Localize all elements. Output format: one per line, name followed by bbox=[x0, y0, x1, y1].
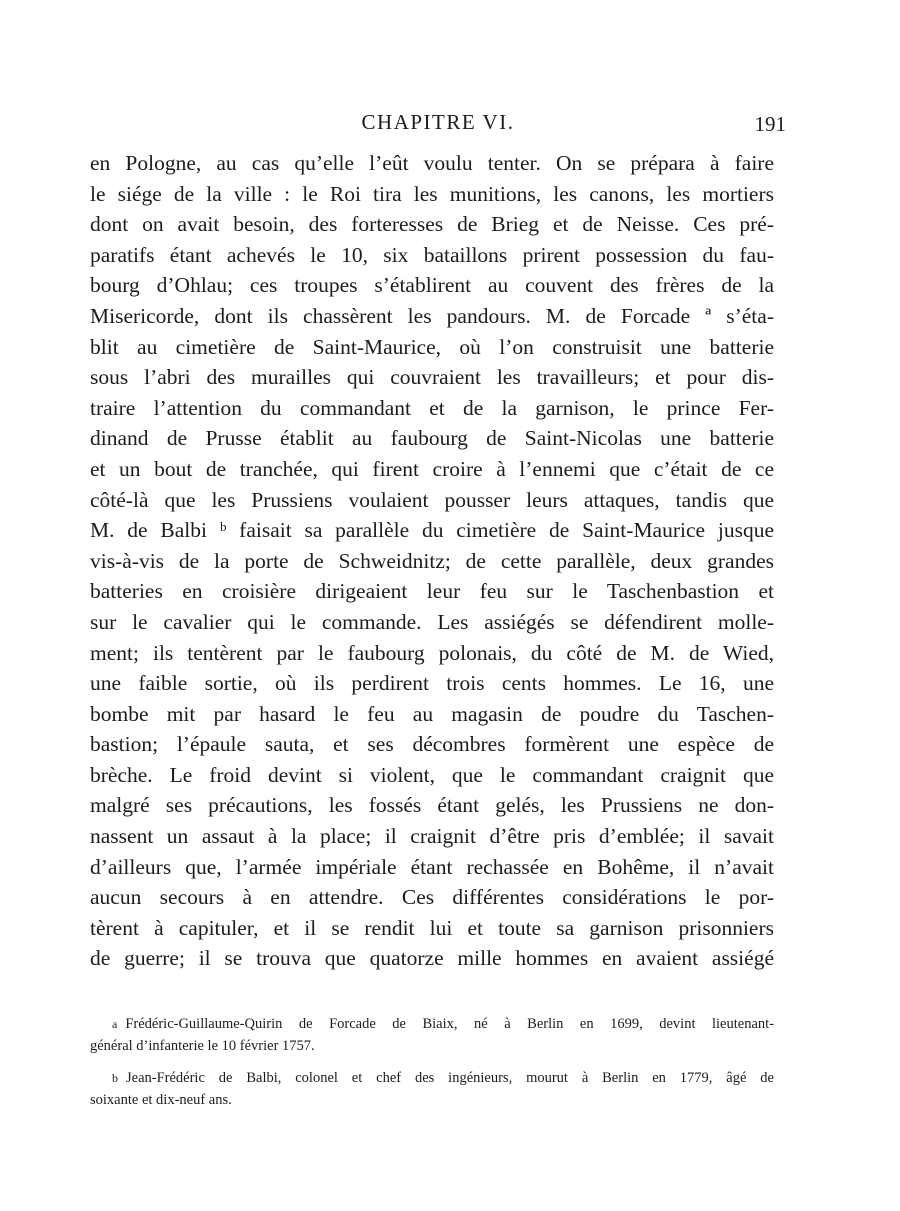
text-line: blit au cimetière de Saint-Maurice, où l’on construisit une batterie bbox=[90, 334, 774, 359]
footnote-a bbox=[90, 1013, 774, 1057]
footnote-mark: a bbox=[112, 1017, 118, 1031]
text-line: M. de Balbi ᵇ faisait sa parallèle du cimetière de Saint-Maurice jusque bbox=[90, 518, 774, 543]
text-line: malgré ses précautions, les fossés étant gelés, les Prussiens ne don- bbox=[90, 793, 774, 818]
text-line: sur le cavalier qui le commande. Les assiégés se défendirent molle- bbox=[90, 609, 774, 634]
text-line: bastion; l’épaule sauta, et ses décombres formèrent une espèce de bbox=[90, 732, 774, 757]
text-line: le siége de la ville : le Roi tira les munitions, les canons, les mortiers bbox=[90, 181, 774, 206]
text-line: vis-à-vis de la porte de Schweidnitz; de cette parallèle, deux grandes bbox=[90, 548, 774, 573]
text-line: ment; ils tentèrent par le faubourg polonais, du côté de M. de Wied, bbox=[90, 640, 774, 665]
footnote-gap bbox=[90, 1057, 774, 1067]
chapter-title: CHAPITRE VI. bbox=[361, 110, 515, 134]
running-head bbox=[0, 110, 900, 142]
text-line: dont on avait besoin, des forteresses de Brieg et de Neisse. Ces pré- bbox=[90, 212, 774, 237]
text-line: en Pologne, au cas qu’elle l’eût voulu tenter. On se prépara à faire bbox=[90, 151, 774, 175]
footnotes bbox=[90, 1013, 774, 1111]
footnote-text: Frédéric-Guillaume-Quirin de Forcade de Biaix, né à Berlin en 1699, devint lieutenant- bbox=[125, 1016, 774, 1032]
text-line: une faible sortie, où ils perdirent trois cents hommes. Le 16, une bbox=[90, 671, 774, 696]
text-line: et un bout de tranchée, qui firent croire à l’ennemi que c’était de ce bbox=[90, 456, 774, 481]
footnote-line bbox=[90, 1067, 774, 1089]
text-line: traire l’attention du commandant et de la garnison, le prince Fer- bbox=[90, 395, 774, 420]
body-text bbox=[90, 148, 774, 974]
text-line: aucun secours à en attendre. Ces différentes considérations le por- bbox=[90, 885, 774, 910]
footnote-line bbox=[90, 1013, 774, 1035]
text-line: dinand de Prusse établit au faubourg de Saint-Nicolas une batterie bbox=[90, 426, 774, 451]
footnote-line: général d’infanterie le 10 février 1757. bbox=[90, 1038, 315, 1054]
footnote-mark: b bbox=[112, 1071, 118, 1085]
text-line: d’ailleurs que, l’armée impériale étant rechassée en Bohême, il n’avait bbox=[90, 854, 774, 879]
footnote-b bbox=[90, 1067, 774, 1111]
text-line: de guerre; il se trouva que quatorze mille hommes en avaient assiégé bbox=[90, 946, 774, 971]
text-line: bombe mit par hasard le feu au magasin de poudre du Taschen- bbox=[90, 701, 774, 726]
text-line: batteries en croisière dirigeaient leur feu sur le Taschenbastion et bbox=[90, 579, 774, 604]
footnote-text: Jean-Frédéric de Balbi, colonel et chef des ingénieurs, mourut à Berlin en 1779, âgé de bbox=[126, 1070, 774, 1086]
footnote-line: soixante et dix-neuf ans. bbox=[90, 1092, 232, 1108]
text-line: tèrent à capituler, et il se rendit lui et toute sa garnison prisonniers bbox=[90, 915, 774, 940]
text-line: paratifs étant achevés le 10, six bataillons prirent possession du fau- bbox=[90, 242, 774, 267]
text-line: côté-là que les Prussiens voulaient pousser leurs attaques, tandis que bbox=[90, 487, 774, 512]
page-number: 191 bbox=[754, 112, 786, 136]
text-line: sous l’abri des murailles qui couvraient les travailleurs; et pour dis- bbox=[90, 365, 774, 390]
text-line: brèche. Le froid devint si violent, que le commandant craignit que bbox=[90, 762, 774, 787]
text-line: nassent un assaut à la place; il craignit d’être pris d’emblée; il savait bbox=[90, 824, 774, 849]
text-line: Misericorde, dont ils chassèrent les pandours. M. de Forcade ª s’éta- bbox=[90, 303, 774, 328]
text-line: bourg d’Ohlau; ces troupes s’établirent au couvent des frères de la bbox=[90, 273, 774, 298]
